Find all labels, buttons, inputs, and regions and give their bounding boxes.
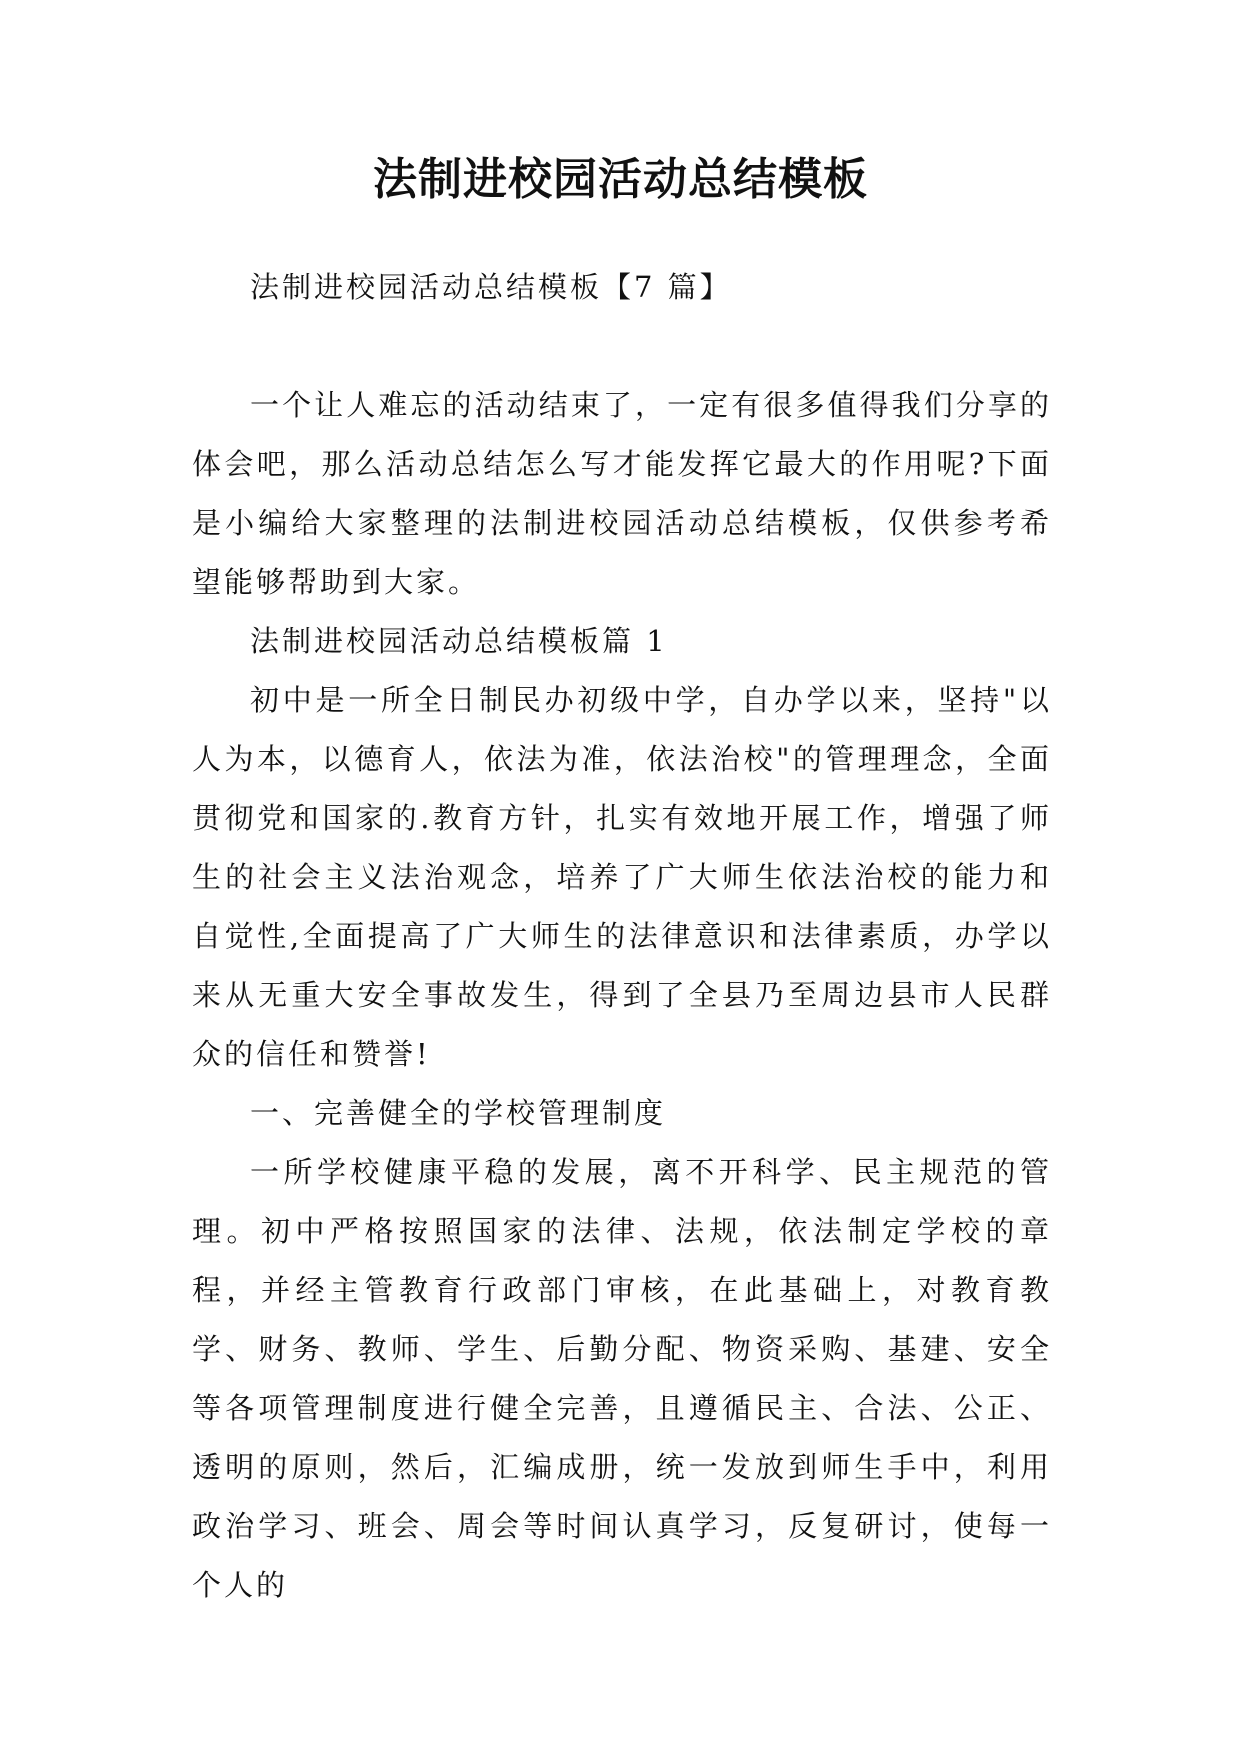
body-paragraph: 初中是一所全日制民办初级中学，自办学以来，坚持"以人为本，以德育人，依法为准，依法治校"的管理理念，全面贯彻党和国家的.教育方针，扎实有效地开展工作，增强了师生的社会主义法治观念，培养了广大师生依法治校的能力和自觉性,全面提高了广大师生的法律意识和法律素质，办学以来从无重大安全事故发生，得到了全县乃至周边县市人民群众的信任和赞誉! [192,683,1052,1071]
section-heading: 法制进校园活动总结模板篇 1 [250,624,668,658]
subsection-heading: 一、完善健全的学校管理制度 [250,1096,667,1130]
document-subtitle: 法制进校园活动总结模板【7 篇】 [250,270,732,304]
document-title: 法制进校园活动总结模板 [373,154,868,205]
intro-paragraph: 一个让人难忘的活动结束了，一定有很多值得我们分享的体会吧，那么活动总结怎么写才能发挥它最大的作用呢?下面是小编给大家整理的法制进校园活动总结模板，仅供参考希望能够帮助到大家。 [192,388,1052,599]
document-body [192,258,1052,1615]
body-paragraph: 一所学校健康平稳的发展，离不开科学、民主规范的管理。初中严格按照国家的法律、法规，依法制定学校的章程，并经主管教育行政部门审核，在此基础上，对教育教学、财务、教师、学生、后勤分配、物资采购、基建、安全等各项管理制度进行健全完善，且遵循民主、合法、公正、透明的原则，然后，汇编成册，统一发放到师生手中，利用政治学习、班会、周会等时间认真学习，反复研讨，使每一个人的 [192,1155,1052,1602]
